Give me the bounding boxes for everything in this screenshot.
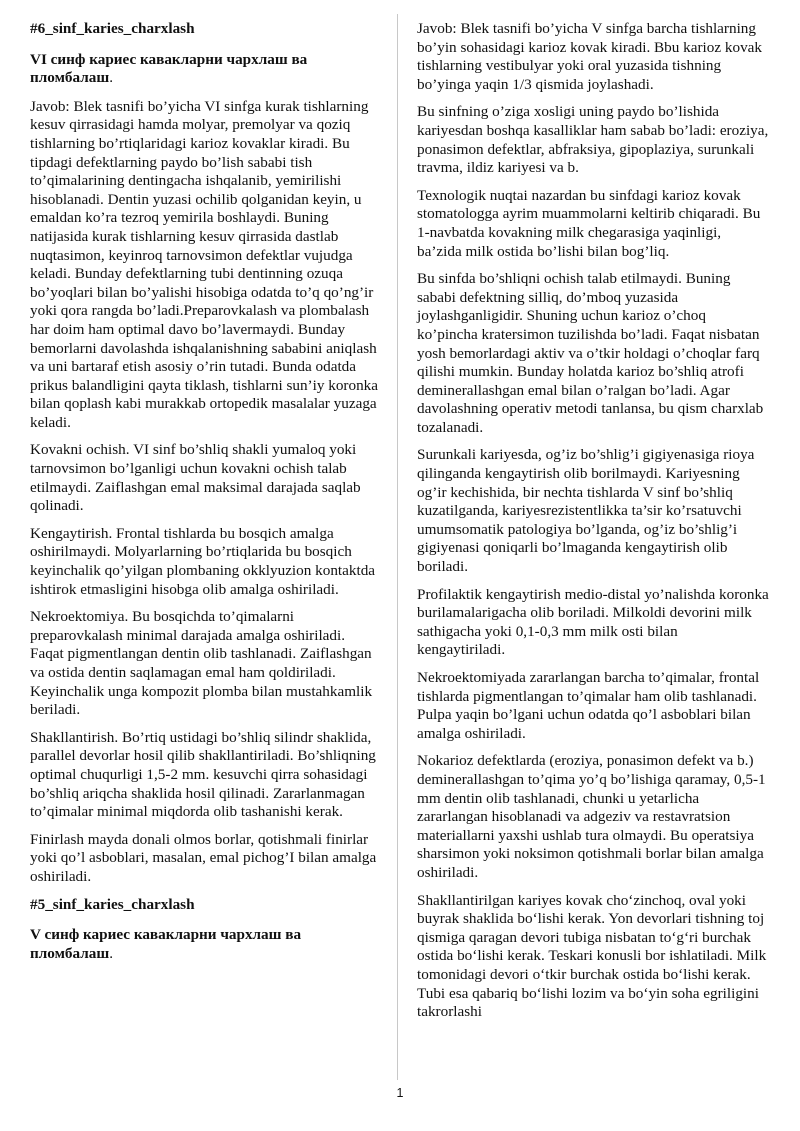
paragraph: Finirlash mayda donali olmos borlar, qotishmali finirlar yoki qo’l asboblari, masalan, emal pichog’I bilan amalga oshiriladi. (30, 830, 377, 885)
section-heading-6 (30, 51, 382, 88)
paragraph: Nekroektomiya. Bu bosqichda to’qimalarni preparovkalash minimal darajada amalga oshiriladi. Faqat pigmentlangan dentin olib tashlanadi. Zaiflashgan va ostida dentin saqlamagan emal ham qoldiriladi. Keyinchalik unga kompozit plomba bilan mustahkamlik beriladi. (30, 608, 373, 719)
paragraph: Shakllantirilgan kariyes kovak cho‘zinchoq, oval yoki buyrak shaklida bo‘lishi kerak. Yon devorlari tishning toj qismiga qaragan devori tubiga nisbatan to‘g‘ri burchak ostida bo‘lishi kerak. Teskari konusli bor ishlatiladi. Milk tomonidagi devori o‘tkir burchak ostida bo‘lishi kerak. Tubi esa qabariq bo‘lishi lozim va bo‘yin soha egriligini takrorlashi (417, 891, 767, 1021)
paragraph: Profilaktik kengaytirish medio-distal yo’nalishda koronka burilamalarigacha olib boriladi. Milkoldi devorini milk sathigacha yoki 0,1-0,3 mm milk osti bilan kengaytiriladi. (417, 585, 769, 659)
paragraph: Bu sinfda bo’shliqni ochish talab etilmaydi. Buning sababi defektning silliq, do’mboq yuzasida joylashganligidir. Shuning uchun karioz o’choq ko’pincha kratersimon tuzilishda bo’ladi. Faqat nisbatan yosh bemorlardagi aktiv va o’tkir holdagi o’choqlar farq qilishi mumkin. Bunday holatda karioz bo’shliq atrofi deminerallashgan emal bilan o’ralgan bo’ladi. Agar davolashning operativ metodi tanlansa, bu qism charxlab tozalanadi. (417, 270, 764, 436)
paragraph: Javob: Blek tasnifi bo’yicha V sinfga barcha tishlarning bo’yin sohasidagi karioz kovak kiradi. Bbu karioz kovak tishlarning vestibulyar yoki oral yuzasida tishning bo’yinga yaqin 1/3 qismida joylashadi. (417, 20, 763, 93)
paragraph: Nekroektomiyada zararlangan barcha to’qimalar, frontal tishlarda pigmentlangan to’qimalar ham olib tashlanadi. Pulpa yaqin bo’lgani uchun odatda qo’l asboblari bilan amalga oshiriladi. (417, 669, 760, 742)
paragraph: Surunkali kariyesda, og’iz bo’shlig’i gigiyenasiga rioya qilinganda kengaytirish olib borilmaydi. Kariyesning og’ir kechishida, bir nechta tishlarda V sinf bo’shliq kuzatilganda, kariyesrezistentlikka ta’sir ko’rsatuvchi umumsomatik patologiya bo’lganda, og’iz bo’shlig’i gigiyenasi qoniqarli bo’lmaganda kengaytirish olib boriladi. (417, 446, 755, 576)
section-tag-6: #6_sinf_karies_charxlash (30, 20, 195, 37)
paragraph: Kengaytirish. Frontal tishlarda bu bosqich amalga oshirilmaydi. Molyarlarning bo’rtiqlarida bu bosqich keyinchalik qo’yilgan plombaning okklyuzion kontaktda ishtirok etmasligini hisobga olib amalga oshiriladi. (30, 524, 376, 598)
page-number: 1 (396, 1086, 404, 1100)
column-divider (397, 14, 398, 1080)
section-heading-5-dot: . (109, 944, 113, 962)
paragraph: Nokarioz defektlarda (eroziya, ponasimon defekt va b.) deminerallashgan to’qima yo’q bo’lishiga qaramay, 0,5-1 mm dentin olib tashlanadi, chunki u yetarlicha zararlangan hisoblanadi va adgeziv va restavratsion materiallarni yaxshi ushlab tura olmaydi. Bu operatsiya sharsimon yoki noksimon qotishmali borlar bilan amalga oshiriladi. (417, 752, 766, 881)
paragraph: Bu sinfning o’ziga xosligi uning paydo bo’lishida kariyesdan boshqa kasalliklar ham sabab bo’ladi: eroziya, ponasimon defektlar, abfraksiya, gipoplaziya, surunkali travma, ildiz kariyesi va b. (417, 103, 769, 177)
section-heading-6-dot: . (109, 69, 113, 87)
paragraph: Kovakni ochish. VI sinf bo’shliq shakli yumaloq yoki tarnovsimon bo’lganligi uchun kovakni ochish talab etilmaydi. Zaiflashgan emal maksimal darajada saqlab qolinadi. (30, 441, 361, 515)
left-column (30, 20, 382, 973)
section-heading-5 (30, 926, 382, 963)
paragraph: Texnologik nuqtai nazardan bu sinfdagi karioz kovak stomatologga ayrim muammolarni keltirib chiqaradi. Bu 1-navbatda kovakning milk chegarasiga yaqinligi, ba’zida milk ostida bo’lishi bilan bog’liq. (417, 186, 761, 260)
section-heading-6-text: VI синф кариес кавакларни чархлаш ва пломбалаш (30, 50, 308, 87)
right-column (417, 20, 769, 1031)
section-tag-5: #5_sinf_karies_charxlash (30, 895, 195, 913)
paragraph: Shakllantirish. Bo’rtiq ustidagi bo’shliq silindr shaklida, parallel devorlar hosil qilib shakllantiriladi. Bo’shliqning optimal chuqurligi 1,5-2 mm. kesuvchi qirra sohasidagi bo’shliq ariqcha shaklida hosil qilinadi. Zararlanmagan to’qimalar minimal miqdorda olib tashanishi kerak. (30, 728, 376, 821)
paragraph: Javob: Blek tasnifi bo’yicha VI sinfga kurak tishlarning kesuv qirrasidagi hamda molyar, premolyar va qoziq tishlarning bo’rtiqlaridagi karioz kovaklar kiradi. Bu tipdagi defektlarning paydo bo’lish sababi tish to’qimalarining dentingacha ishqalanib, yemirilishi hisoblanadi. Dentin yuzasi ochilib qolganidan keyin, u emaldan ko’ra tezroq yemirila boshlaydi. Buning natijasida kurak tishlarning kesuv qirrasida dastlab nuqtasimon, keyinroq tarnovsimon defektlar vujudga keladi. Bunday defektlarning tubi dentinning ozuqa bo’yoqlari bilan bo’yalishi hisobiga odatda to’q qo’ng’ir yoki qora rangda bo’ladi.Preparovkalash va plombalash har doim ham optimal davo bo’lavermaydi. Bunday bemorlarni davolashda ishqalanishning sababini aniqlash va uni bartaraf etish asosiy o’rin tutadi. Bunda odatda prikus balandligini qayta tiklash, tishlarni sun’iy koronka bilan qoplash kabi murakkab ortopedik masalalar yuzaga keladi. (30, 97, 378, 431)
section-heading-5-text: V синф кариес кавакларни чархлаш ва пломбалаш (30, 926, 302, 962)
